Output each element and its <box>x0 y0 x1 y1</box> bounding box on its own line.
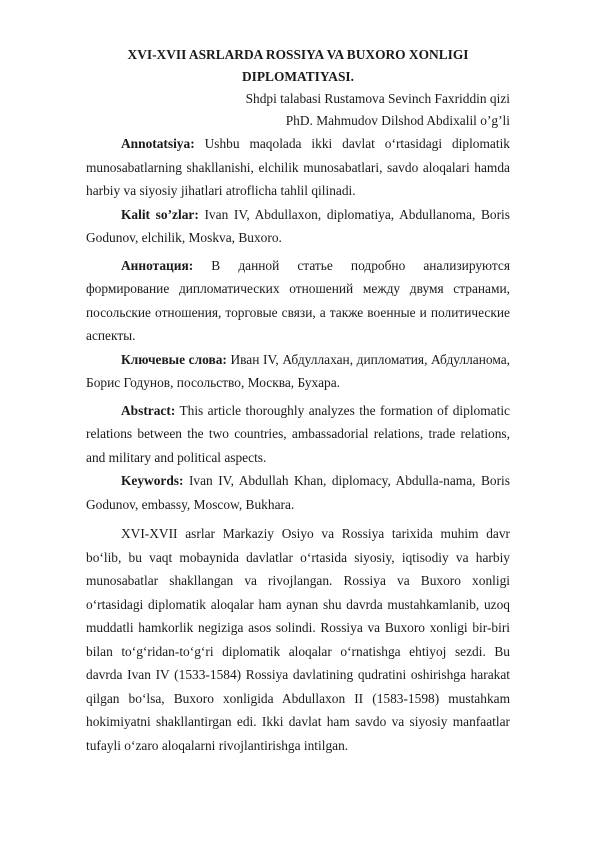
annotation-uzbek-label: Annotatsiya: <box>121 136 195 151</box>
annotation-uzbek <box>86 132 510 203</box>
annotation-russian <box>86 254 510 348</box>
article-title-line-2: DIPLOMATIYASI. <box>242 69 354 84</box>
body-paragraph: XVI-XVII asrlar Markaziy Osiyo va Rossiya tarixida muhim davr bo‘lib, bu vaqt mobaynida davlatlar o‘rtasida siyosiy, iqtisodiy va harbiy munosabatlar shakllangan va rivojlangan. Rossiya va Buxoro xonligi o‘rtasidagi diplomatik aloqalar ham aynan shu davrda mustahkamlanib, uzoq muddatli hamkorlik negiziga asos solindi. Rossiya va Buxoro xonligi bir-biri bilan to‘g‘ridan-to‘g‘ri diplomatik aloqalar o‘rnatishga ehtiyoj sezdi. Bu davrda Ivan IV (1533-1584) Rossiya davlatining qudratini oshirishga harakat qilgan bo‘lsa, Buxoro xonligida Abdullaxon II (1583-1598) mustahkam hokimiyatni shakllantirgan edi. Ikki davlat ham savdo va siyosiy manfaatlar tufayli o‘zaro aloqalarni rivojlantirishga intilgan. <box>86 526 510 753</box>
article-title-line-1: XVI-XVII ASRLARDA ROSSIYA VA BUXORO XONLIGI <box>127 47 469 62</box>
abstract-english <box>86 399 510 470</box>
author-supervisor: PhD. Mahmudov Dilshod Abdixalil o’g’li <box>285 113 510 128</box>
keywords-uzbek-text: Ivan IV, Abdullaxon, diplomatiya, Abdullanoma, Boris Godunov, elchilik, Moskva, Buxoro. <box>86 206 510 245</box>
keywords-english <box>86 469 510 516</box>
annotation-uzbek-text: Ushbu maqolada ikki davlat o‘rtasidagi diplomatik munosabatlarning shakllanishi, elchilik munosabatlari, savdo aloqalari hamda harbiy va siyosiy jihatlari atroflicha tahlil qilinadi. <box>86 136 510 198</box>
abstract-english-label: Abstract: <box>121 402 176 418</box>
article-title <box>86 44 510 88</box>
keywords-uzbek-label: Kalit so’zlar: <box>121 206 199 222</box>
page-content <box>86 44 510 757</box>
keywords-english-label: Keywords: <box>121 473 184 488</box>
keywords-russian-label: Ключевые слова: <box>121 351 227 367</box>
abstract-english-text: This article thoroughly analyzes the formation of diplomatic relations between the two countries, ambassadorial relations, trade relations, and military and political aspects. <box>86 402 510 465</box>
keywords-russian-text: Иван IV, Абдуллахан, дипломатия, Абдулланома, Борис Годунов, посольство, Москва, Бухара. <box>86 351 510 390</box>
keywords-english-text: Ivan IV, Abdullah Khan, diplomacy, Abdulla-nama, Boris Godunov, embassy, Moscow, Bukhara. <box>86 473 510 512</box>
annotation-russian-text: В данной статье подробно анализируются формирование дипломатических отношений между двумя странами, посольские отношения, торговые связи, а также военные и политические аспекты. <box>86 257 510 343</box>
keywords-russian <box>86 348 510 395</box>
author-student: Shdpi talabasi Rustamova Sevinch Faxriddin qizi <box>245 91 510 106</box>
keywords-uzbek <box>86 203 510 250</box>
annotation-russian-label: Аннотация: <box>121 257 194 273</box>
